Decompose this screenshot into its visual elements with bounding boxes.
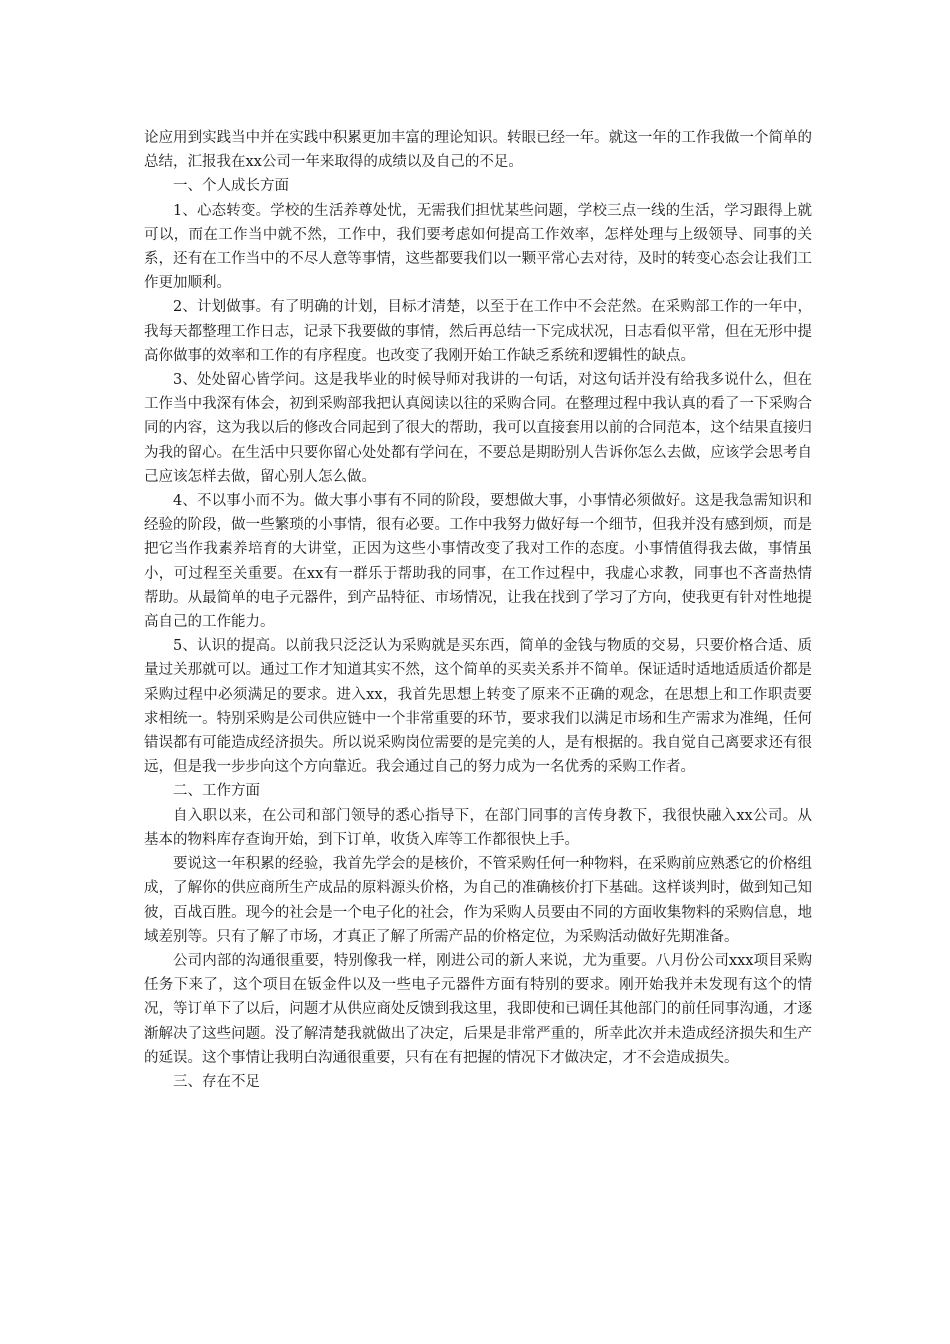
paragraph-pricing: 要说这一年积累的经验，我首先学会的是核价，不管采购任何一种物料，在采购前应熟悉它的价格组成，了解你的供应商所生产成品的原料源头价格，为自己的准确核价打下基础。这样谈判时，做到知己知彼，百战百胜。现今的社会是一个电子化的社会，作为采购人员要由不同的方面收集物料的采购信息，地域差别等。只有了解了市场，才真正了解了所需产品的价格定位，为采购活动做好先期准备。 <box>144 856 812 945</box>
paragraph-communication: 公司内部的沟通很重要，特别像我一样，刚进公司的新人来说，尤为重要。八月份公司xxx项目采购任务下来了，这个项目在钣金件以及一些电子元器件方面有特别的要求。刚开始我并未发现有这个的情况，等订单下了以后，问题才从供应商处反馈到我这里，我即使和已调任其他部门的前任同事沟通，才逐渐解决了这些问题。没了解清楚我就做出了决定，后果是非常严重的，所幸此次并未造成经济损失和生产的延误。这个事情让我明白沟通很重要，只有在有把握的情况下才做决定，才不会造成损失。 <box>144 952 812 1066</box>
paragraph-planning: 2、计划做事。有了明确的计划，目标才清楚，以至于在工作中不会茫然。在采购部工作的一年中，我每天都整理工作日志，记录下我要做的事情，然后再总结一下完成状况，日志看似平常，但在无形中提高你做事的效率和工作的有序程度。也改变了我刚开始工作缺乏系统和逻辑性的缺点。 <box>144 299 812 364</box>
paragraph-attention: 3、处处留心皆学问。这是我毕业的时候导师对我讲的一句话，对这句话并没有给我多说什么，但在工作当中我深有体会，初到采购部我把认真阅读以往的采购合同。在整理过程中我认真的看了一下采购合同的内容，这为我以后的修改合同起到了很大的帮助，我可以直接套用以前的合同范本，这个结果直接归为我的留心。在生活中只要你留心处处都有学问在，不要总是期盼别人告诉你怎么去做，应该学会思考自己应该怎样去做，留心别人怎么做。 <box>144 372 812 485</box>
section-heading-shortcomings: 三、存在不足 <box>173 1073 260 1090</box>
paragraph-onboarding: 自入职以来，在公司和部门领导的悉心指导下，在部门同事的言传身教下，我很快融入xx公司。从基本的物料库存查询开始，到下订单，收货入库等工作都很快上手。 <box>144 807 812 848</box>
paragraph-mindset: 1、心态转变。学校的生活养尊处忧，无需我们担忧某些问题，学校三点一线的生活，学习跟得上就可以，而在工作当中就不然，工作中，我们要考虑如何提高工作效率，怎样处理与上级领导、同事的关系，还有在工作当中的不尽人意等事情，这些都要我们以一颗平常心去对待，及时的转变心态会让我们工作更加顺利。 <box>144 202 812 292</box>
section-heading-work: 二、工作方面 <box>173 783 260 800</box>
paragraph-small-things: 4、不以事小而不为。做大事小事有不同的阶段，要想做大事，小事情必须做好。这是我急需知识和经验的阶段，做一些繁琐的小事情，很有必要。工作中我努力做好每一个细节，但我并没有感到烦，而是把它当作我素养培育的大讲堂，正因为这些小事情改变了我对工作的态度。小事情值得我去做，事情虽小，可过程至关重要。在xx有一群乐于帮助我的同事，在工作过程中，我虚心求教，同事也不吝啬热情帮助。从最简单的电子元器件，到产品特征、市场情况，让我在找到了学习了方向，使我更有针对性地提高自己的工作能力。 <box>144 493 812 631</box>
paragraph-intro: 论应用到实践当中并在实践中积累更加丰富的理论知识。转眼已经一年。就这一年的工作我做一个简单的总结，汇报我在xx公司一年来取得的成绩以及自己的不足。 <box>144 130 812 171</box>
document-body <box>144 126 812 1094</box>
section-heading-personal-growth: 一、个人成长方面 <box>173 178 289 195</box>
paragraph-understanding: 5、认识的提高。以前我只泛泛认为采购就是买东西，简单的金钱与物质的交易，只要价格合适、质量过关那就可以。通过工作才知道其实不然，这个简单的买卖关系并不简单。保证适时适地适质适价都是采购过程中必须满足的要求。进入xx，我首先思想上转变了原来不正确的观念，在思想上和工作职责要求相统一。特别采购是公司供应链中一个非常重要的环节，要求我们以满足市场和生产需求为准绳，任何错误都有可能造成经济损失。所以说采购岗位需要的是完美的人，是有根据的。我自觉自己离要求还有很远，但是我一步步向这个方向靠近。我会通过自己的努力成为一名优秀的采购工作者。 <box>144 638 812 776</box>
